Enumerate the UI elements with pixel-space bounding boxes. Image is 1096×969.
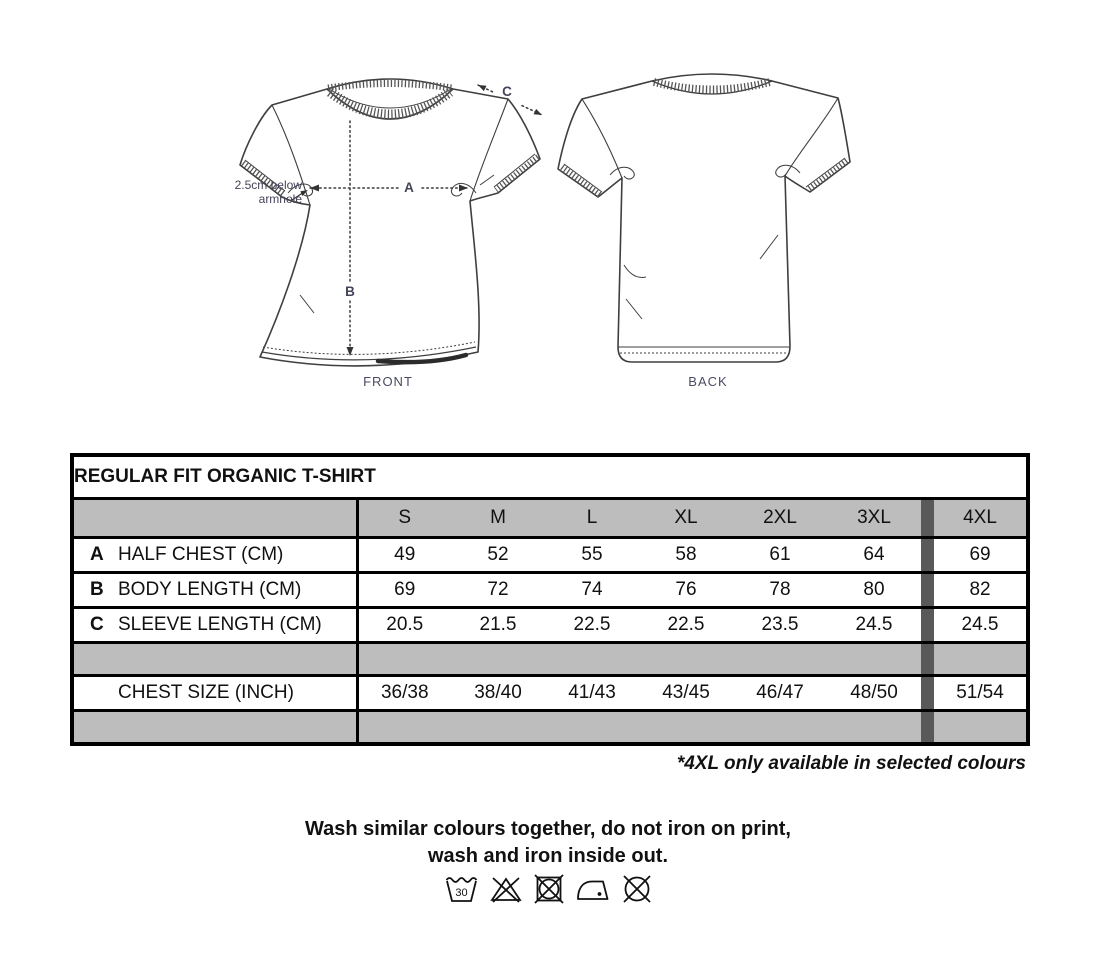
size-col-header: XL xyxy=(639,499,733,538)
value-cell: 20.5 xyxy=(357,608,451,643)
armhole-note-line1: 2.5cm below xyxy=(234,178,302,192)
table-title-row xyxy=(72,455,1028,499)
tshirt-back-drawing xyxy=(552,65,872,395)
value-cell: 24.5 xyxy=(827,608,921,643)
row-label xyxy=(72,608,357,643)
size-table xyxy=(70,453,1030,746)
table-row-chest-inch xyxy=(72,676,1028,711)
value-cell: 43/45 xyxy=(639,676,733,711)
table-row-body-length xyxy=(72,573,1028,608)
value-cell: 22.5 xyxy=(545,608,639,643)
spacer-cell xyxy=(72,643,357,676)
value-cell: 80 xyxy=(827,573,921,608)
spacer-cell xyxy=(357,643,921,676)
value-cell: 69 xyxy=(934,538,1028,573)
separator-band xyxy=(921,643,934,676)
row-label-text: SLEEVE LENGTH (CM) xyxy=(118,614,322,635)
table-row-sleeve-length xyxy=(72,608,1028,643)
value-cell: 69 xyxy=(357,573,451,608)
value-cell: 46/47 xyxy=(733,676,827,711)
dim-label-a: A xyxy=(404,180,414,195)
front-caption: FRONT xyxy=(363,374,413,389)
care-symbols-row xyxy=(0,874,1096,904)
spacer-cell xyxy=(357,711,921,745)
dim-label-b: B xyxy=(345,284,355,299)
header-empty-cell xyxy=(72,499,357,538)
separator-band xyxy=(921,608,934,643)
separator-band xyxy=(921,573,934,608)
value-cell: 82 xyxy=(934,573,1028,608)
row-label-text: CHEST SIZE (INCH) xyxy=(118,682,294,703)
size-col-header: 2XL xyxy=(733,499,827,538)
do-not-bleach-icon xyxy=(489,874,523,904)
wash-temp-label: 30 xyxy=(454,887,468,899)
value-cell: 51/54 xyxy=(934,676,1028,711)
armhole-note-line2: armhole xyxy=(258,192,302,206)
row-key: A xyxy=(90,544,104,565)
value-cell: 48/50 xyxy=(827,676,921,711)
size-col-header: 4XL xyxy=(934,499,1028,538)
size-col-header: S xyxy=(357,499,451,538)
value-cell: 78 xyxy=(733,573,827,608)
back-caption: BACK xyxy=(688,374,728,389)
separator-band xyxy=(921,538,934,573)
row-label xyxy=(72,573,357,608)
value-cell: 72 xyxy=(451,573,545,608)
spacer-cell xyxy=(934,643,1028,676)
size-header-row xyxy=(72,499,1028,538)
value-cell: 64 xyxy=(827,538,921,573)
table-row-half-chest xyxy=(72,538,1028,573)
footnote-4xl: *4XL only available in selected colours xyxy=(676,753,1026,774)
separator-band xyxy=(921,711,934,745)
value-cell: 58 xyxy=(639,538,733,573)
spacer-cell xyxy=(72,711,357,745)
row-label-text: HALF CHEST (CM) xyxy=(118,544,284,565)
armhole-note xyxy=(218,178,302,206)
value-cell: 49 xyxy=(357,538,451,573)
size-table-container xyxy=(70,453,1030,746)
row-label xyxy=(72,538,357,573)
row-key: B xyxy=(90,579,104,600)
value-cell: 38/40 xyxy=(451,676,545,711)
value-cell: 55 xyxy=(545,538,639,573)
table-title: REGULAR FIT ORGANIC T-SHIRT xyxy=(74,466,376,487)
iron-low-icon xyxy=(575,874,611,904)
do-not-tumble-dry-icon xyxy=(532,874,566,904)
care-line2: wash and iron inside out. xyxy=(427,845,669,867)
value-cell: 24.5 xyxy=(934,608,1028,643)
row-label-text: BODY LENGTH (CM) xyxy=(118,579,302,600)
size-col-header: 3XL xyxy=(827,499,921,538)
spacer-row xyxy=(72,711,1028,745)
value-cell: 22.5 xyxy=(639,608,733,643)
spacer-row xyxy=(72,643,1028,676)
dim-label-c: C xyxy=(502,84,512,99)
separator-band xyxy=(921,676,934,711)
row-key: C xyxy=(90,614,104,635)
care-instructions xyxy=(0,816,1096,870)
row-label xyxy=(72,676,357,711)
value-cell: 41/43 xyxy=(545,676,639,711)
tshirt-front-drawing xyxy=(230,65,550,395)
size-col-header: M xyxy=(451,499,545,538)
care-line1: Wash similar colours together, do not iron on print, xyxy=(305,818,791,840)
value-cell: 52 xyxy=(451,538,545,573)
wash-30-icon xyxy=(443,874,480,904)
value-cell: 76 xyxy=(639,573,733,608)
value-cell: 23.5 xyxy=(733,608,827,643)
value-cell: 74 xyxy=(545,573,639,608)
value-cell: 21.5 xyxy=(451,608,545,643)
separator-band xyxy=(921,499,934,538)
value-cell: 36/38 xyxy=(357,676,451,711)
size-col-header: L xyxy=(545,499,639,538)
do-not-dry-clean-icon xyxy=(620,874,654,904)
value-cell: 61 xyxy=(733,538,827,573)
spacer-cell xyxy=(934,711,1028,745)
